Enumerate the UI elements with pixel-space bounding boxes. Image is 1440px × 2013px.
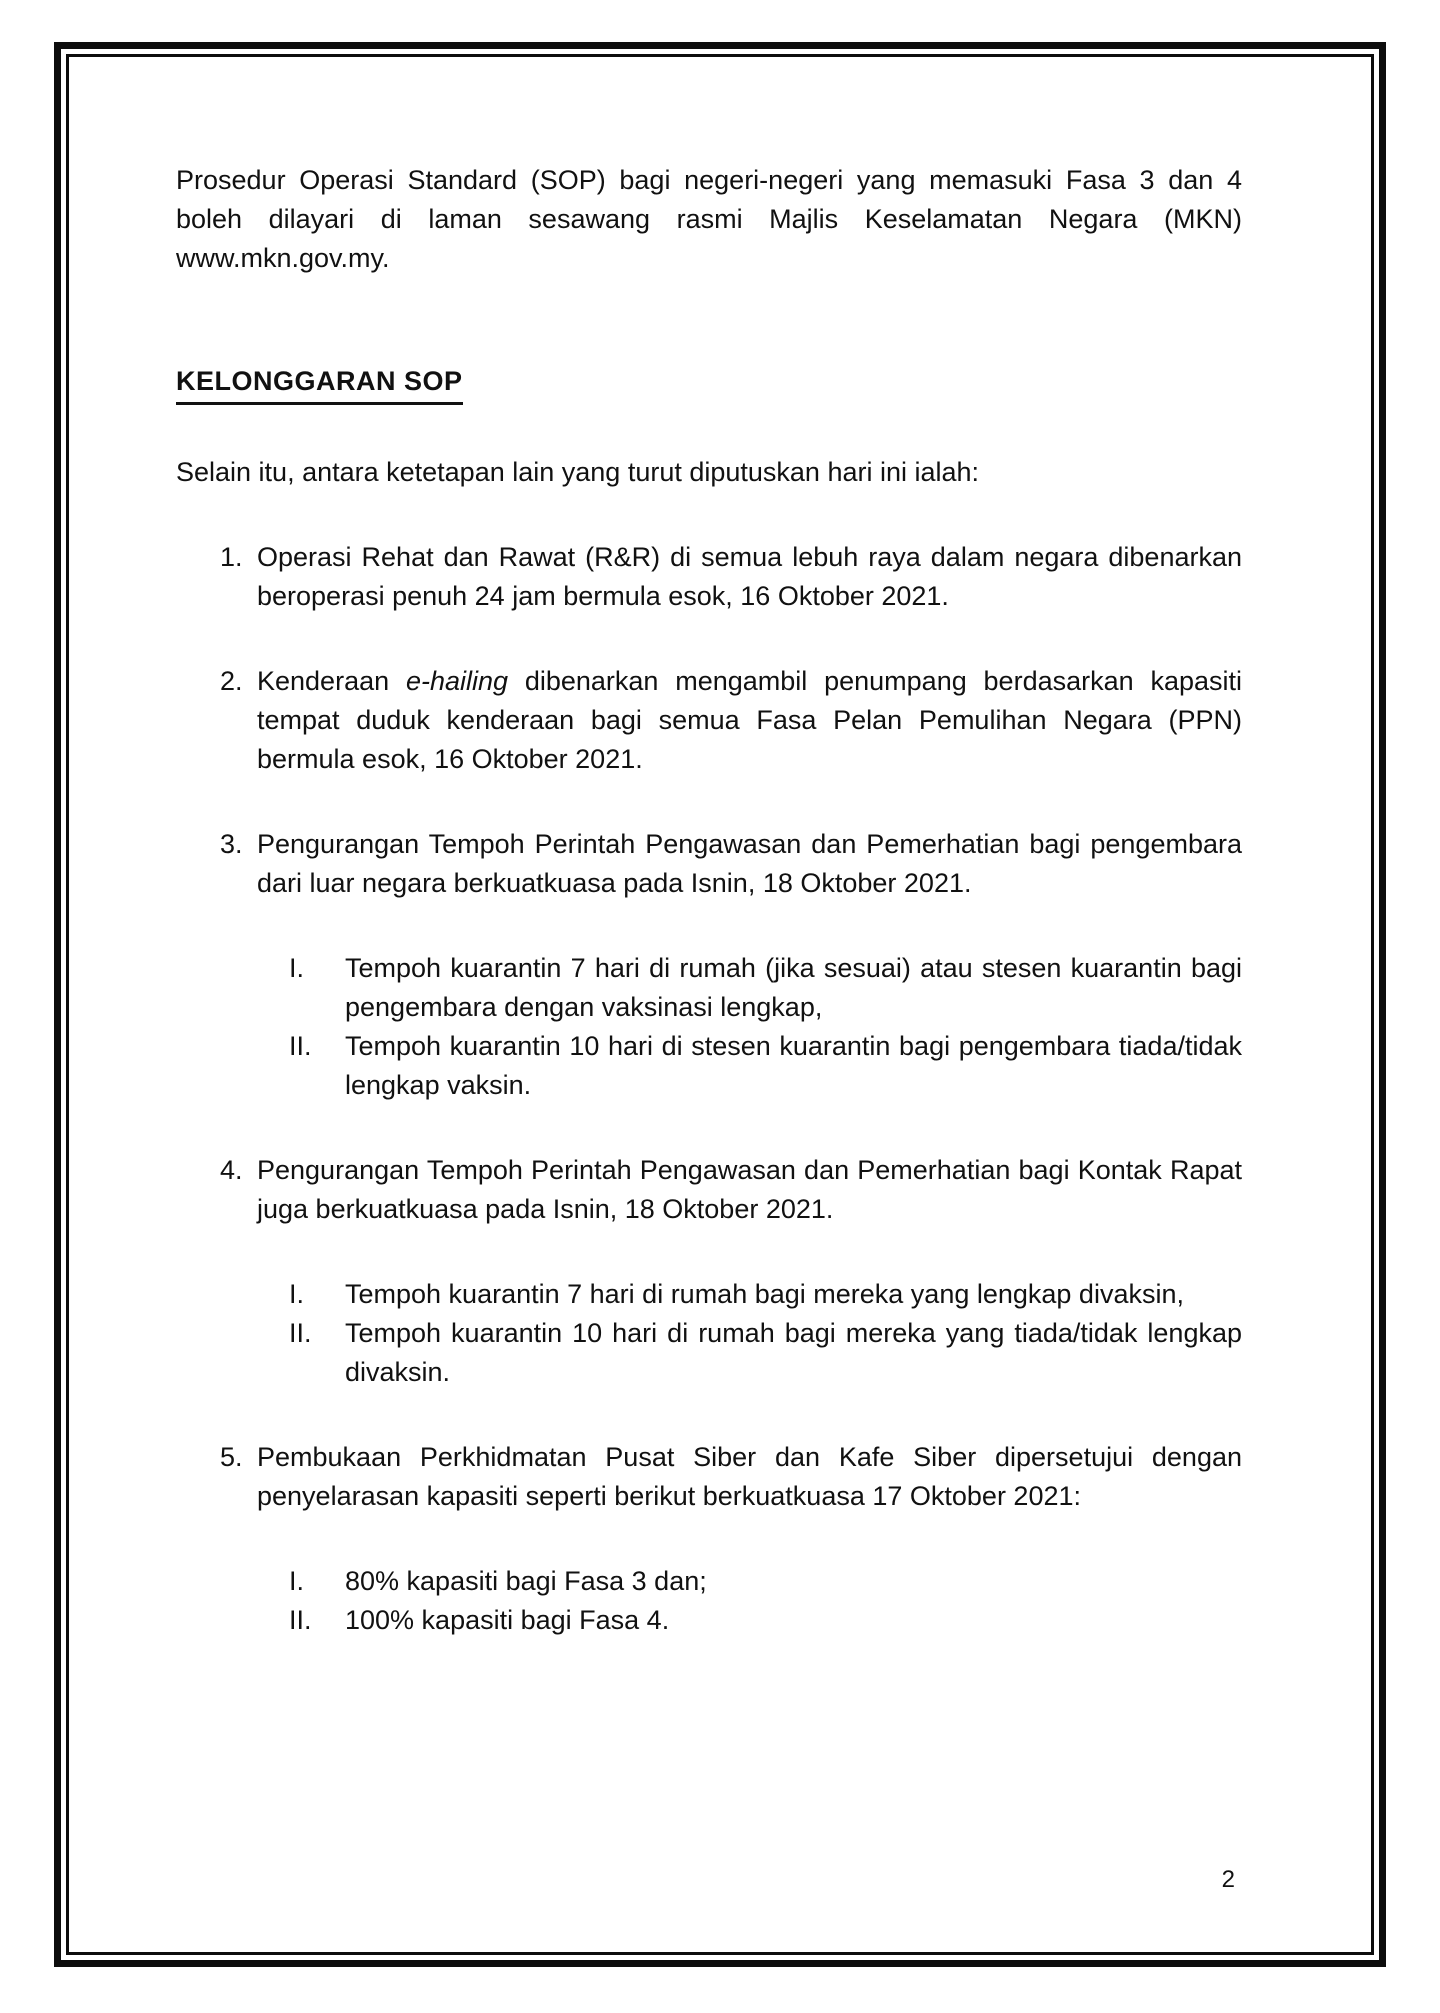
list-item-3-text: Pengurangan Tempoh Perintah Pengawasan dan Pemerhatian bagi pengembara dari luar negara berkuatkuasa pada Isnin, 18 Oktober 2021.: [257, 829, 1242, 898]
list-item-3-sub-1: [257, 949, 1242, 1027]
page-content: [69, 57, 1371, 1952]
list-item-3-sub-1-text: Tempoh kuarantin 7 hari di rumah (jika sesuai) atau stesen kuarantin bagi pengembara dengan vaksinasi lengkap,: [345, 953, 1242, 1022]
list-item-3-sub-2-text: Tempoh kuarantin 10 hari di stesen kuarantin bagi pengembara tiada/tidak lengkap vaksin.: [345, 1031, 1242, 1100]
list-item-4: [176, 1151, 1242, 1392]
list-item-2-text-italic: e-hailing: [405, 666, 509, 696]
list-item-5-sublist: [257, 1562, 1242, 1640]
list-item-3-number: 3.: [220, 829, 243, 859]
page-number: 2: [1221, 1866, 1235, 1893]
list-item-1-number: 1.: [220, 542, 243, 572]
list-item-5-sub-2-text: 100% kapasiti bagi Fasa 4.: [345, 1605, 670, 1635]
list-item-4-number: 4.: [220, 1155, 243, 1185]
list-item-5-sub-1-numeral: I.: [289, 1566, 305, 1596]
list-item-4-sub-1: [257, 1275, 1242, 1314]
section-heading-text: KELONGGARAN SOP: [176, 362, 463, 405]
list-item-2-text-prefix: Kenderaan: [257, 666, 406, 696]
list-item-3: [176, 825, 1242, 1105]
list-item-3-sub-2-numeral: II.: [289, 1031, 312, 1061]
list-item-5-sub-1: [257, 1562, 1242, 1601]
list-item-3-sublist: [257, 949, 1242, 1105]
list-item-5-text: Pembukaan Perkhidmatan Pusat Siber dan Kafe Siber dipersetujui dengan penyelarasan kapasiti seperti berikut berkuatkuasa 17 Oktober 2021:: [257, 1442, 1242, 1511]
list-item-5-number: 5.: [220, 1442, 243, 1472]
page-border-outer: [54, 42, 1386, 1967]
list-item-4-sub-2-numeral: II.: [289, 1318, 312, 1348]
list-item-5-sub-1-text: 80% kapasiti bagi Fasa 3 dan;: [345, 1566, 707, 1596]
list-item-4-sub-2-text: Tempoh kuarantin 10 hari di rumah bagi mereka yang tiada/tidak lengkap divaksin.: [345, 1318, 1242, 1387]
list-item-5: [176, 1438, 1242, 1640]
page-border-inner: [66, 54, 1374, 1955]
list-item-5-sub-2: [257, 1601, 1242, 1640]
section-heading: [176, 362, 1242, 405]
list-item-2-text: [257, 662, 1242, 779]
list-item-2: [176, 662, 1242, 779]
list-item-4-sublist: [257, 1275, 1242, 1392]
list-item-3-sub-1-numeral: I.: [289, 953, 305, 983]
list-item-4-body: [257, 1151, 1242, 1392]
list-item-1-text: Operasi Rehat dan Rawat (R&R) di semua lebuh raya dalam negara dibenarkan beroperasi penuh 24 jam bermula esok, 16 Oktober 2021.: [257, 542, 1242, 611]
list-item-1: [176, 538, 1242, 616]
list-item-3-sub-2: [257, 1027, 1242, 1105]
list-item-4-sub-1-text: Tempoh kuarantin 7 hari di rumah bagi mereka yang lengkap divaksin,: [345, 1279, 1184, 1309]
list-item-5-sub-2-numeral: II.: [289, 1605, 312, 1635]
list-item-5-body: [257, 1438, 1242, 1640]
list-item-4-text: Pengurangan Tempoh Perintah Pengawasan dan Pemerhatian bagi Kontak Rapat juga berkuatkuasa pada Isnin, 18 Oktober 2021.: [257, 1155, 1242, 1224]
lead-paragraph: Selain itu, antara ketetapan lain yang turut diputuskan hari ini ialah:: [176, 457, 980, 487]
list-item-3-body: [257, 825, 1242, 1105]
list-item-4-sub-1-numeral: I.: [289, 1279, 305, 1309]
list-item-2-number: 2.: [220, 666, 243, 696]
intro-paragraph: Prosedur Operasi Standard (SOP) bagi negeri-negeri yang memasuki Fasa 3 dan 4 boleh dilayari di laman sesawang rasmi Majlis Keselamatan Negara (MKN) www.mkn.gov.my.: [176, 165, 1242, 273]
list-item-4-sub-2: [257, 1314, 1242, 1392]
list-item-2-text-suffix: dibenarkan mengambil penumpang berdasarkan kapasiti tempat duduk kenderaan bagi semua Fasa Pelan Pemulihan Negara (PPN) bermula esok, 16 Oktober 2021.: [257, 666, 1242, 774]
